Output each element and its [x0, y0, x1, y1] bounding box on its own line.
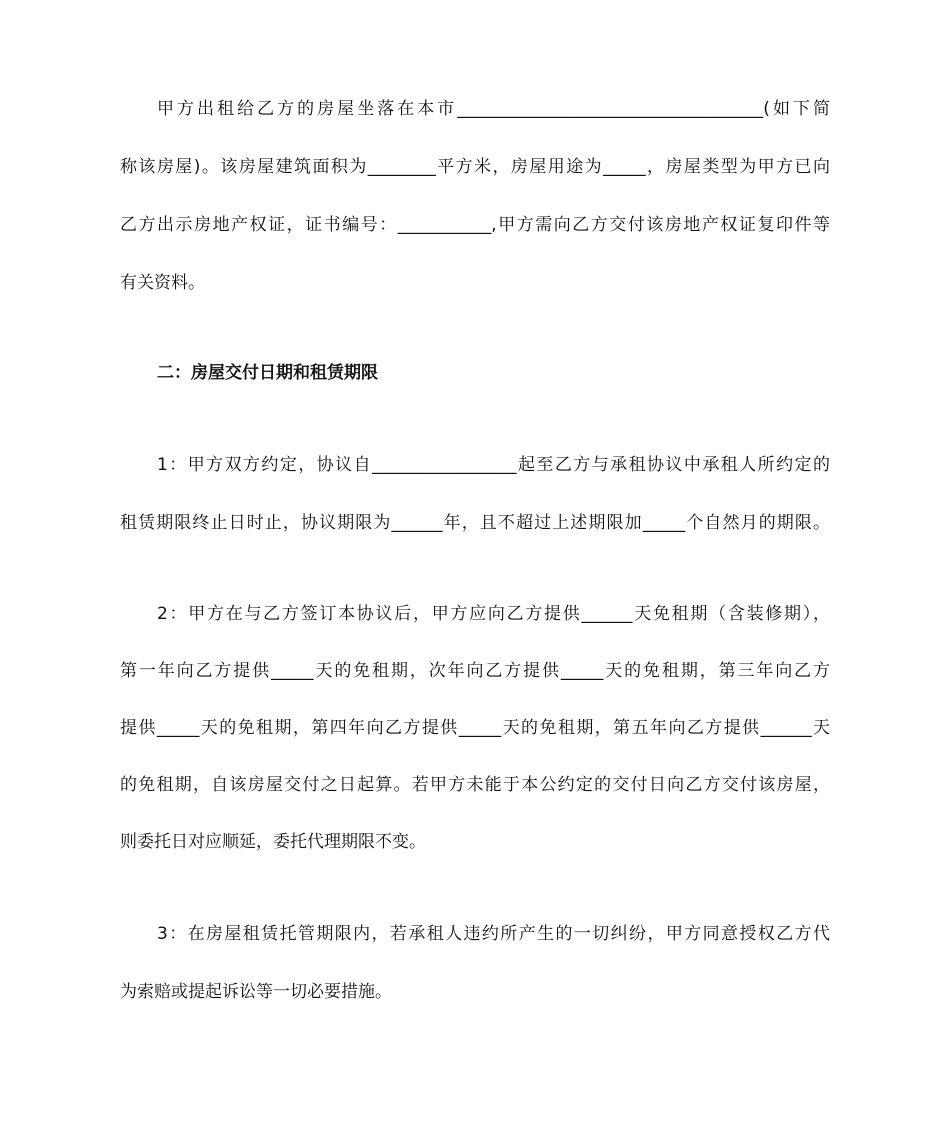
clause-2-line-2: 第一年向乙方提供_____天的免租期，次年向乙方提供_____天的免租期，第三年向乙方 — [120, 661, 830, 681]
clause-3-line-1: 3：在房屋租赁托管期限内，若承租人违约所产生的一切纠纷，甲方同意授权乙方代 — [157, 924, 830, 944]
paragraph-1-line-4: 有关资料。 — [120, 273, 205, 293]
clause-2-line-1: 2：甲方在与乙方签订本协议后，甲方应向乙方提供______天免租期（含装修期）， — [157, 604, 830, 624]
paragraph-1-line-1: 甲方出租给乙方的房屋坐落在本市____________________________________(如下简 — [157, 99, 830, 119]
clause-1-line-1: 1：甲方双方约定，协议自_________________起至乙方与承租协议中承租人所约定的 — [157, 455, 830, 475]
section-2-heading: 二：房屋交付日期和租赁期限 — [157, 363, 378, 383]
clause-1-line-2: 租赁期限终止日时止，协议期限为______年，且不超过上述期限加_____个自然月的期限。 — [120, 513, 830, 533]
clause-2-line-3: 提供_____天的免租期，第四年向乙方提供_____天的免租期，第五年向乙方提供______天 — [120, 718, 830, 738]
clause-2-line-5: 则委托日对应顺延，委托代理期限不变。 — [120, 832, 426, 852]
clause-3-line-2: 为索赔或提起诉讼等一切必要措施。 — [120, 982, 392, 1002]
paragraph-1-line-3: 乙方出示房地产权证，证书编号：___________,甲方需向乙方交付该房地产权证复印件等 — [120, 215, 830, 235]
clause-2-line-4: 的免租期，自该房屋交付之日起算。若甲方未能于本公约定的交付日向乙方交付该房屋， — [120, 775, 830, 795]
paragraph-1-line-2: 称该房屋)。该房屋建筑面积为________平方米，房屋用途为_____，房屋类型为甲方已向 — [120, 157, 830, 177]
